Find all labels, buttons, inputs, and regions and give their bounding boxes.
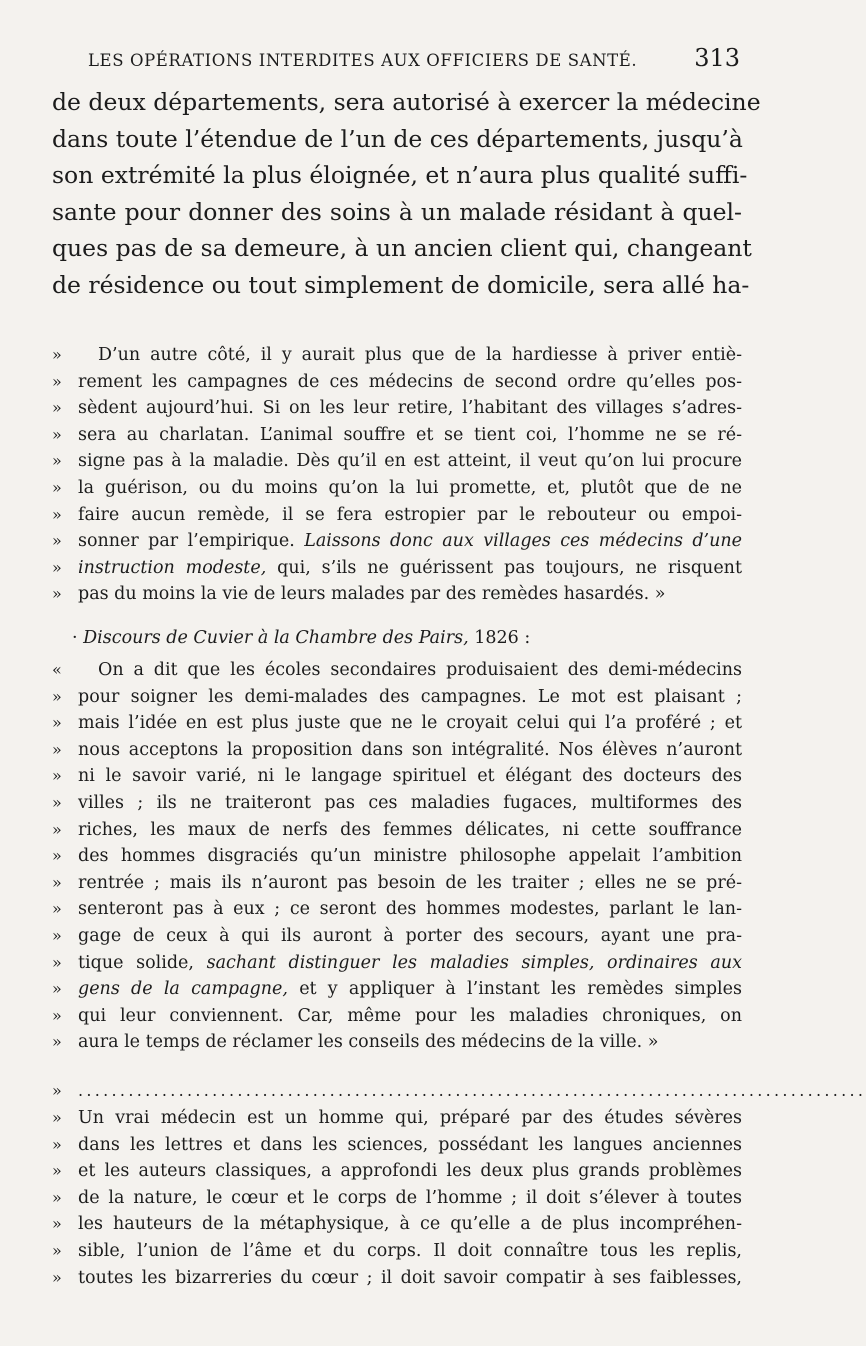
quote-text: riches, les maux de nerfs des femmes délicates, ni cette souffrance [78,819,742,840]
quote-line [52,342,742,369]
quote-line [52,1105,742,1132]
quote-line [52,763,742,790]
quote-line [52,581,742,608]
quote-text [78,528,742,555]
quote-line [52,1029,742,1056]
quote-text: gage de ceux à qui ils auront à porter des secours, ayant une pra- [78,925,742,946]
quote-mark: » [52,584,62,604]
quote-line [52,843,742,870]
quote-text: pour soigner les demi-malades des campagnes. Le mot est plaisant ; [78,686,742,707]
quote-text [78,950,742,977]
italic-text: sachant distinguer les maladies simples, ordinaires aux [206,952,742,973]
quote-text: ni le savoir varié, ni le langage spirituel et élégant des docteurs des [78,766,742,787]
quote-text: aura le temps de réclamer les conseils des médecins de la ville. » [78,1032,659,1053]
quote-mark: » [52,766,62,786]
plain-text: sonner par l’empirique. [78,531,295,552]
quote-line [52,422,742,449]
quote-line [52,369,742,396]
quote-line [52,1185,742,1212]
quote-text: la guérison, ou du moins qu’on la lui promette, et, plutôt que de ne [78,477,742,498]
quote-line [52,1132,742,1159]
ellipsis-line [52,1078,866,1104]
text-line: ques pas de sa demeure, à un ancien client qui, changeant [52,234,752,262]
quote-mark: » [52,792,62,812]
reference-year: 1826 : [474,628,531,648]
quote-text: senteront pas à eux ; ce seront des hommes modestes, parlant le lan- [78,899,742,920]
plain-text: qui, s’ils ne guérissent pas toujours, ne risquent [277,557,742,578]
italic-text: gens de la campagne, [78,979,288,1000]
quote-line [52,896,742,923]
quote-text: rentrée ; mais ils n’auront pas besoin de les traiter ; elles ne se pré- [78,872,742,893]
quote-mark: » [52,1267,62,1287]
quote-mark: » [52,1214,62,1234]
quote-line [52,1158,742,1185]
quote-mark: » [52,739,62,759]
quote-text: dans les lettres et dans les sciences, possédant les langues anciennes [78,1134,742,1155]
quote-line [52,790,742,817]
quote-text: D’un autre côté, il y aurait plus que de la hardiesse à priver entiè- [98,345,742,365]
quote-line [52,976,742,1003]
quote-mark: » [52,531,62,551]
quote-text: On a dit que les écoles secondaires produisaient des demi-médecins [98,660,742,680]
quote-text: mais l’idée en est plus juste que ne le croyait celui qui l’a proféré ; et [78,713,742,734]
quote-mark: » [52,1005,62,1025]
quote-line [52,448,742,475]
quote-mark: » [52,424,62,444]
quote-text: toutes les bizarreries du cœur ; il doit savoir compatir à ses faiblesses, [78,1267,742,1288]
quote-line [52,817,742,844]
page-header [88,44,740,76]
quote-text [78,976,742,1003]
quote-mark: » [52,899,62,919]
running-title: LES OPÉRATIONS INTERDITES AUX OFFICIERS DE SANTÉ. [88,51,638,70]
quote-line [52,502,742,529]
quote-mark: » [52,451,62,471]
quote-mark: » [52,477,62,497]
quote-line [52,395,742,422]
quote-mark: » [52,925,62,945]
quote-block-1 [52,342,742,608]
quote-mark: » [52,557,62,577]
quote-mark: » [52,872,62,892]
quote-line [52,737,742,764]
quote-mark: » [52,504,62,524]
quote-text: sible, l’union de l’âme et du corps. Il doit connaître tous les replis, [78,1240,742,1261]
quote-text: nous acceptons la proposition dans son intégralité. Nos élèves n’auront [78,739,742,760]
quote-text: les hauteurs de la métaphysique, à ce qu’elle a de plus incompréhen- [78,1214,742,1235]
quote-line [52,1265,742,1292]
dotted-leader: .............................................................................................. [78,1081,866,1100]
quote-mark: » [52,398,62,418]
reference-mark: · [72,628,78,648]
quote-text: qui leur conviennent. Car, même pour les maladies chroniques, on [78,1005,742,1026]
quote-text: de la nature, le cœur et le corps de l’homme ; il doit s’élever à toutes [78,1187,742,1208]
quote-line [52,475,742,502]
quote-line [52,1211,742,1238]
italic-text: instruction modeste, [78,557,267,578]
quote-text: signe pas à la maladie. Dès qu’il en est atteint, il veut qu’on lui procure [78,451,742,472]
quote-mark: » [52,1161,62,1181]
page-number: 313 [694,44,740,72]
quote-line [52,1238,742,1265]
quote-mark: » [52,345,62,364]
quote-text: rement les campagnes de ces médecins de second ordre qu’elles pos- [78,371,742,392]
quote-mark: » [52,371,62,391]
quote-mark: » [52,979,62,999]
quote-text [78,555,742,582]
quote-text: et les auteurs classiques, a approfondi les deux plus grands problèmes [78,1161,742,1182]
main-paragraph [52,84,761,303]
quote-mark: » [52,686,62,706]
text-line: de deux départements, sera autorisé à exercer la médecine [52,88,761,116]
quote-text: Un vrai médecin est un homme qui, préparé par des études sévères [78,1108,742,1128]
quote-block-2 [52,657,742,1056]
text-line: dans toute l’étendue de l’un de ces départements, jusqu’à [52,124,743,153]
text-line: son extrémité la plus éloignée, et n’aura plus qualité suffi- [52,161,748,189]
quote-line [52,528,742,555]
reference-title: Discours de Cuvier à la Chambre des Pairs, [83,628,469,648]
quote-text: sèdent aujourd’hui. Si on les leur retire, l’habitant des villages s’adres- [78,398,742,419]
quote-text: villes ; ils ne traiteront pas ces maladies fugaces, multiformes des [78,792,742,813]
quote-text: pas du moins la vie de leurs malades par des remèdes hasardés. » [78,584,666,605]
quote-line [52,923,742,950]
quote-mark: » [52,952,62,972]
quote-line [52,684,742,711]
quote-mark: » [52,1187,62,1207]
quote-block-3 [52,1105,742,1291]
quote-line [52,870,742,897]
quote-mark: » [52,1081,62,1100]
quote-text: sera au charlatan. L’animal souffre et se tient coi, l’homme ne se ré- [78,424,742,445]
quote-line [52,657,742,684]
text-line: de résidence ou tout simplement de domicile, sera allé ha- [52,270,750,299]
quote-mark: « [52,660,62,679]
italic-text: Laissons donc aux villages ces médecins d’une [304,531,742,552]
quote-line [52,555,742,582]
quote-line [52,950,742,977]
quote-mark: » [52,1032,62,1052]
reference-line [72,624,742,652]
quote-mark: » [52,1240,62,1260]
quote-text: des hommes disgraciés qu’un ministre philosophe appelait l’ambition [78,846,742,867]
quote-mark: » [52,713,62,733]
quote-mark: » [52,1134,62,1154]
quote-mark: » [52,846,62,866]
text-line: sante pour donner des soins à un malade résidant à quel- [52,197,742,226]
quote-line [52,710,742,737]
plain-text: tique solide, [78,952,194,973]
quote-text: faire aucun remède, il se fera estropier par le rebouteur ou empoi- [78,504,742,525]
quote-mark: » [52,1108,62,1127]
quote-mark: » [52,819,62,839]
plain-text: et y appliquer à l’instant les remèdes simples [299,979,742,1000]
quote-line [52,1003,742,1030]
